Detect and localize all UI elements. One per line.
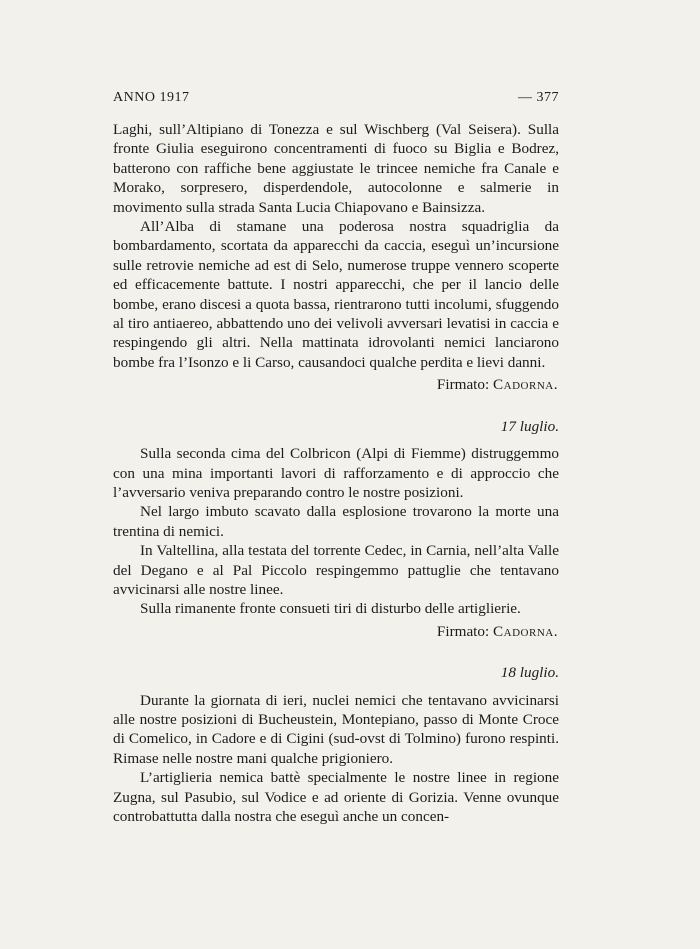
section-date: 17 luglio. — [500, 417, 559, 435]
running-header — [113, 90, 559, 106]
page-body — [113, 120, 559, 826]
paragraph: L’artiglieria nemica battè specialmente le nostre linee in regione Zugna, sul Pasubio, sul Vodice e ad oriente di Gorizia. Venne ovunque controbattutta dalla nostra che eseguì anche un concen- — [113, 769, 559, 825]
signature-name: Cadorna. — [493, 622, 558, 640]
signature-name: Cadorna. — [493, 376, 558, 394]
signature — [113, 375, 559, 394]
signature-label: Firmato: — [436, 622, 490, 640]
paragraph: Sulla rimanente fronte consueti tiri di disturbo delle artiglierie. — [140, 600, 521, 618]
paragraph: Durante la giornata di ieri, nuclei nemici che tentavano avvicinarsi alle nostre posizioni di Bucheustein, Montepiano, passo di Monte Croce di Comelico, in Cadore e di Cigini (sud-ovst di Tolmino) furono respinti. Rimase nelle nostre mani qualche prigioniero. — [113, 691, 559, 767]
paragraph: All’Alba di stamane una poderosa nostra squadriglia da bombardamento, scortata da apparecchi da caccia, eseguì un’incursione sulle retrovie nemiche ad est di Selo, numerose truppe vennero scoperte ed efficacemente battute. I nostri apparecchi, che per il lancio delle bombe, erano discesi a quota bassa, rientrarono tutti incolumi, sfuggendo al tiro antiaereo, abbattendo uno dei velivoli avversari levatisi in caccia e respingendo gli altri. Nella mattinata idrovolanti nemici lanciarono bombe fra l’Isonzo e li Carso, causandoci qualche perdita e lievi danni. — [113, 218, 559, 371]
paragraph: Laghi, sull’Altipiano di Tonezza e sul Wischberg (Val Seisera). Sulla fronte Giulia eseguirono concentramenti di fuoco su Biglia e Bodrez, batterono con raffiche bene aggiustate le trincee nemiche fra Canale e Morako, sorpresero, disperdendole, autocolonne e salmerie in movimento sulla strada Santa Lucia Chiapovano e Bainsizza. — [113, 121, 559, 216]
paragraph: Sulla seconda cima del Colbricon (Alpi di Fiemme) distruggemmo con una mina importanti lavori di rafforzamento e di approccio che l’avversario veniva preparando contro le nostre posizioni. — [113, 445, 559, 501]
signature — [113, 622, 559, 641]
paragraph: Nel largo imbuto scavato dalla esplosione trovarono la morte una trentina di nemici. — [113, 503, 559, 540]
book-page — [113, 90, 559, 826]
paragraph: In Valtellina, alla testata del torrente Cedec, in Carnia, nell’alta Valle del Degano e al Pal Piccolo respingemmo pattuglie che tentavano avvicinarsi alle nostre linee. — [113, 542, 559, 598]
page-number: — 377 — [518, 90, 559, 105]
header-year: ANNO 1917 — [113, 90, 190, 105]
section-date: 18 luglio. — [500, 664, 559, 682]
signature-label: Firmato: — [436, 376, 490, 394]
